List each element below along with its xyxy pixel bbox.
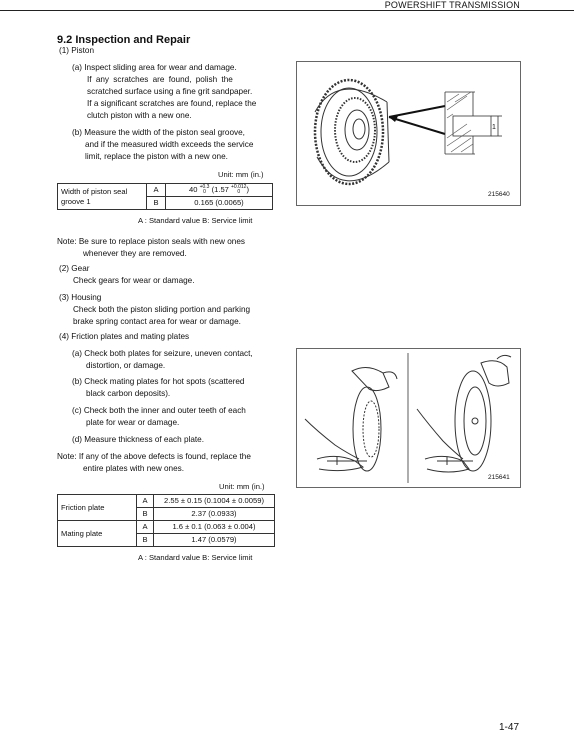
gear-heading: (2) Gear <box>59 264 90 273</box>
piston-a-line-3: scratched surface using a fine grit sandpaper. <box>87 87 253 96</box>
mating-b-value: 1.47 (0.0579) <box>154 534 275 547</box>
friction-b-value: 2.37 (0.0933) <box>154 508 275 521</box>
piston-row-a-value: 40 +0.3 0 (1.57 +0.012 0 ) <box>166 184 273 197</box>
header-rule <box>0 10 574 11</box>
friction-a-value: 2.55 ± 0.15 (0.1004 ± 0.0059) <box>154 495 275 508</box>
friction-legend: A : Standard value B: Service limit <box>138 553 253 562</box>
friction-b-line-2: black carbon deposits). <box>86 389 171 398</box>
friction-note-line-1: Note: If any of the above defects is found, replace the <box>57 452 251 461</box>
housing-line-1: Check both the piston sliding portion and parking <box>73 305 251 314</box>
plate-spec-table <box>57 494 275 547</box>
gear-text: Check gears for wear or damage. <box>73 276 195 285</box>
page-number: 1-47 <box>498 722 519 733</box>
running-header: POWERSHIFT TRANSMISSION <box>384 0 520 10</box>
friction-a-label: A <box>137 495 154 508</box>
piston-a-line-5: clutch piston with a new one. <box>87 111 192 120</box>
piston-groove-figure <box>296 61 521 206</box>
friction-plate-label: Friction plate <box>58 495 137 521</box>
piston-heading: (1) Piston <box>59 46 95 55</box>
plate-measure-figure <box>296 348 521 488</box>
piston-a-line-1: (a) Inspect sliding area for wear and damage. <box>72 63 237 72</box>
housing-heading: (3) Housing <box>59 293 102 302</box>
friction-heading: (4) Friction plates and mating plates <box>59 332 190 341</box>
piston-item-line-2: groove 1 <box>61 197 91 206</box>
piston-spec-table <box>57 183 273 210</box>
section-title: 9.2 Inspection and Repair <box>57 34 191 46</box>
piston-item-line-1: Width of piston seal <box>61 187 128 196</box>
piston-row-a-label: A <box>147 184 166 197</box>
mating-a-label: A <box>137 521 154 534</box>
groove-callout: 1 <box>492 124 496 131</box>
friction-d-text: (d) Measure thickness of each plate. <box>72 435 204 444</box>
piston-row-b-label: B <box>147 197 166 210</box>
mating-a-value: 1.6 ± 0.1 (0.063 ± 0.004) <box>154 521 275 534</box>
friction-a-line-1: (a) Check both plates for seizure, uneven contact, <box>72 349 253 358</box>
piston-row-b-value: 0.165 (0.0065) <box>166 197 273 210</box>
figure-1-number: 215640 <box>488 191 510 198</box>
mating-plate-label: Mating plate <box>58 521 137 547</box>
piston-b-line-2: and if the measured width exceeds the service <box>85 140 254 149</box>
piston-unit: Unit: mm (in.) <box>218 170 264 179</box>
friction-c-line-2: plate for wear or damage. <box>86 418 180 427</box>
piston-note-line-2: whenever they are removed. <box>83 249 187 258</box>
piston-b-line-3: limit, replace the piston with a new one. <box>85 152 228 161</box>
piston-item-cell <box>58 184 147 210</box>
friction-unit: Unit: mm (in.) <box>219 482 265 491</box>
piston-a-line-2: If any scratches are found, polish the <box>87 75 233 84</box>
piston-b-line-1: (b) Measure the width of the piston seal groove, <box>72 128 245 137</box>
friction-note-line-2: entire plates with new ones. <box>83 464 185 473</box>
piston-note-line-1: Note: Be sure to replace piston seals with new ones <box>57 237 245 246</box>
friction-c-line-1: (c) Check both the inner and outer teeth of each <box>72 406 246 415</box>
housing-line-2: brake spring contact area for wear or damage. <box>73 317 241 326</box>
friction-a-line-2: distortion, or damage. <box>86 361 166 370</box>
mating-b-label: B <box>137 534 154 547</box>
piston-groove-illustration <box>297 62 520 205</box>
friction-b-label: B <box>137 508 154 521</box>
figure-2-number: 215641 <box>488 474 510 481</box>
piston-legend: A : Standard value B: Service limit <box>138 216 253 225</box>
piston-a-line-4: If a significant scratches are found, replace the <box>87 99 257 108</box>
friction-b-line-1: (b) Check mating plates for hot spots (scattered <box>72 377 245 386</box>
plate-measure-illustration <box>297 349 520 487</box>
